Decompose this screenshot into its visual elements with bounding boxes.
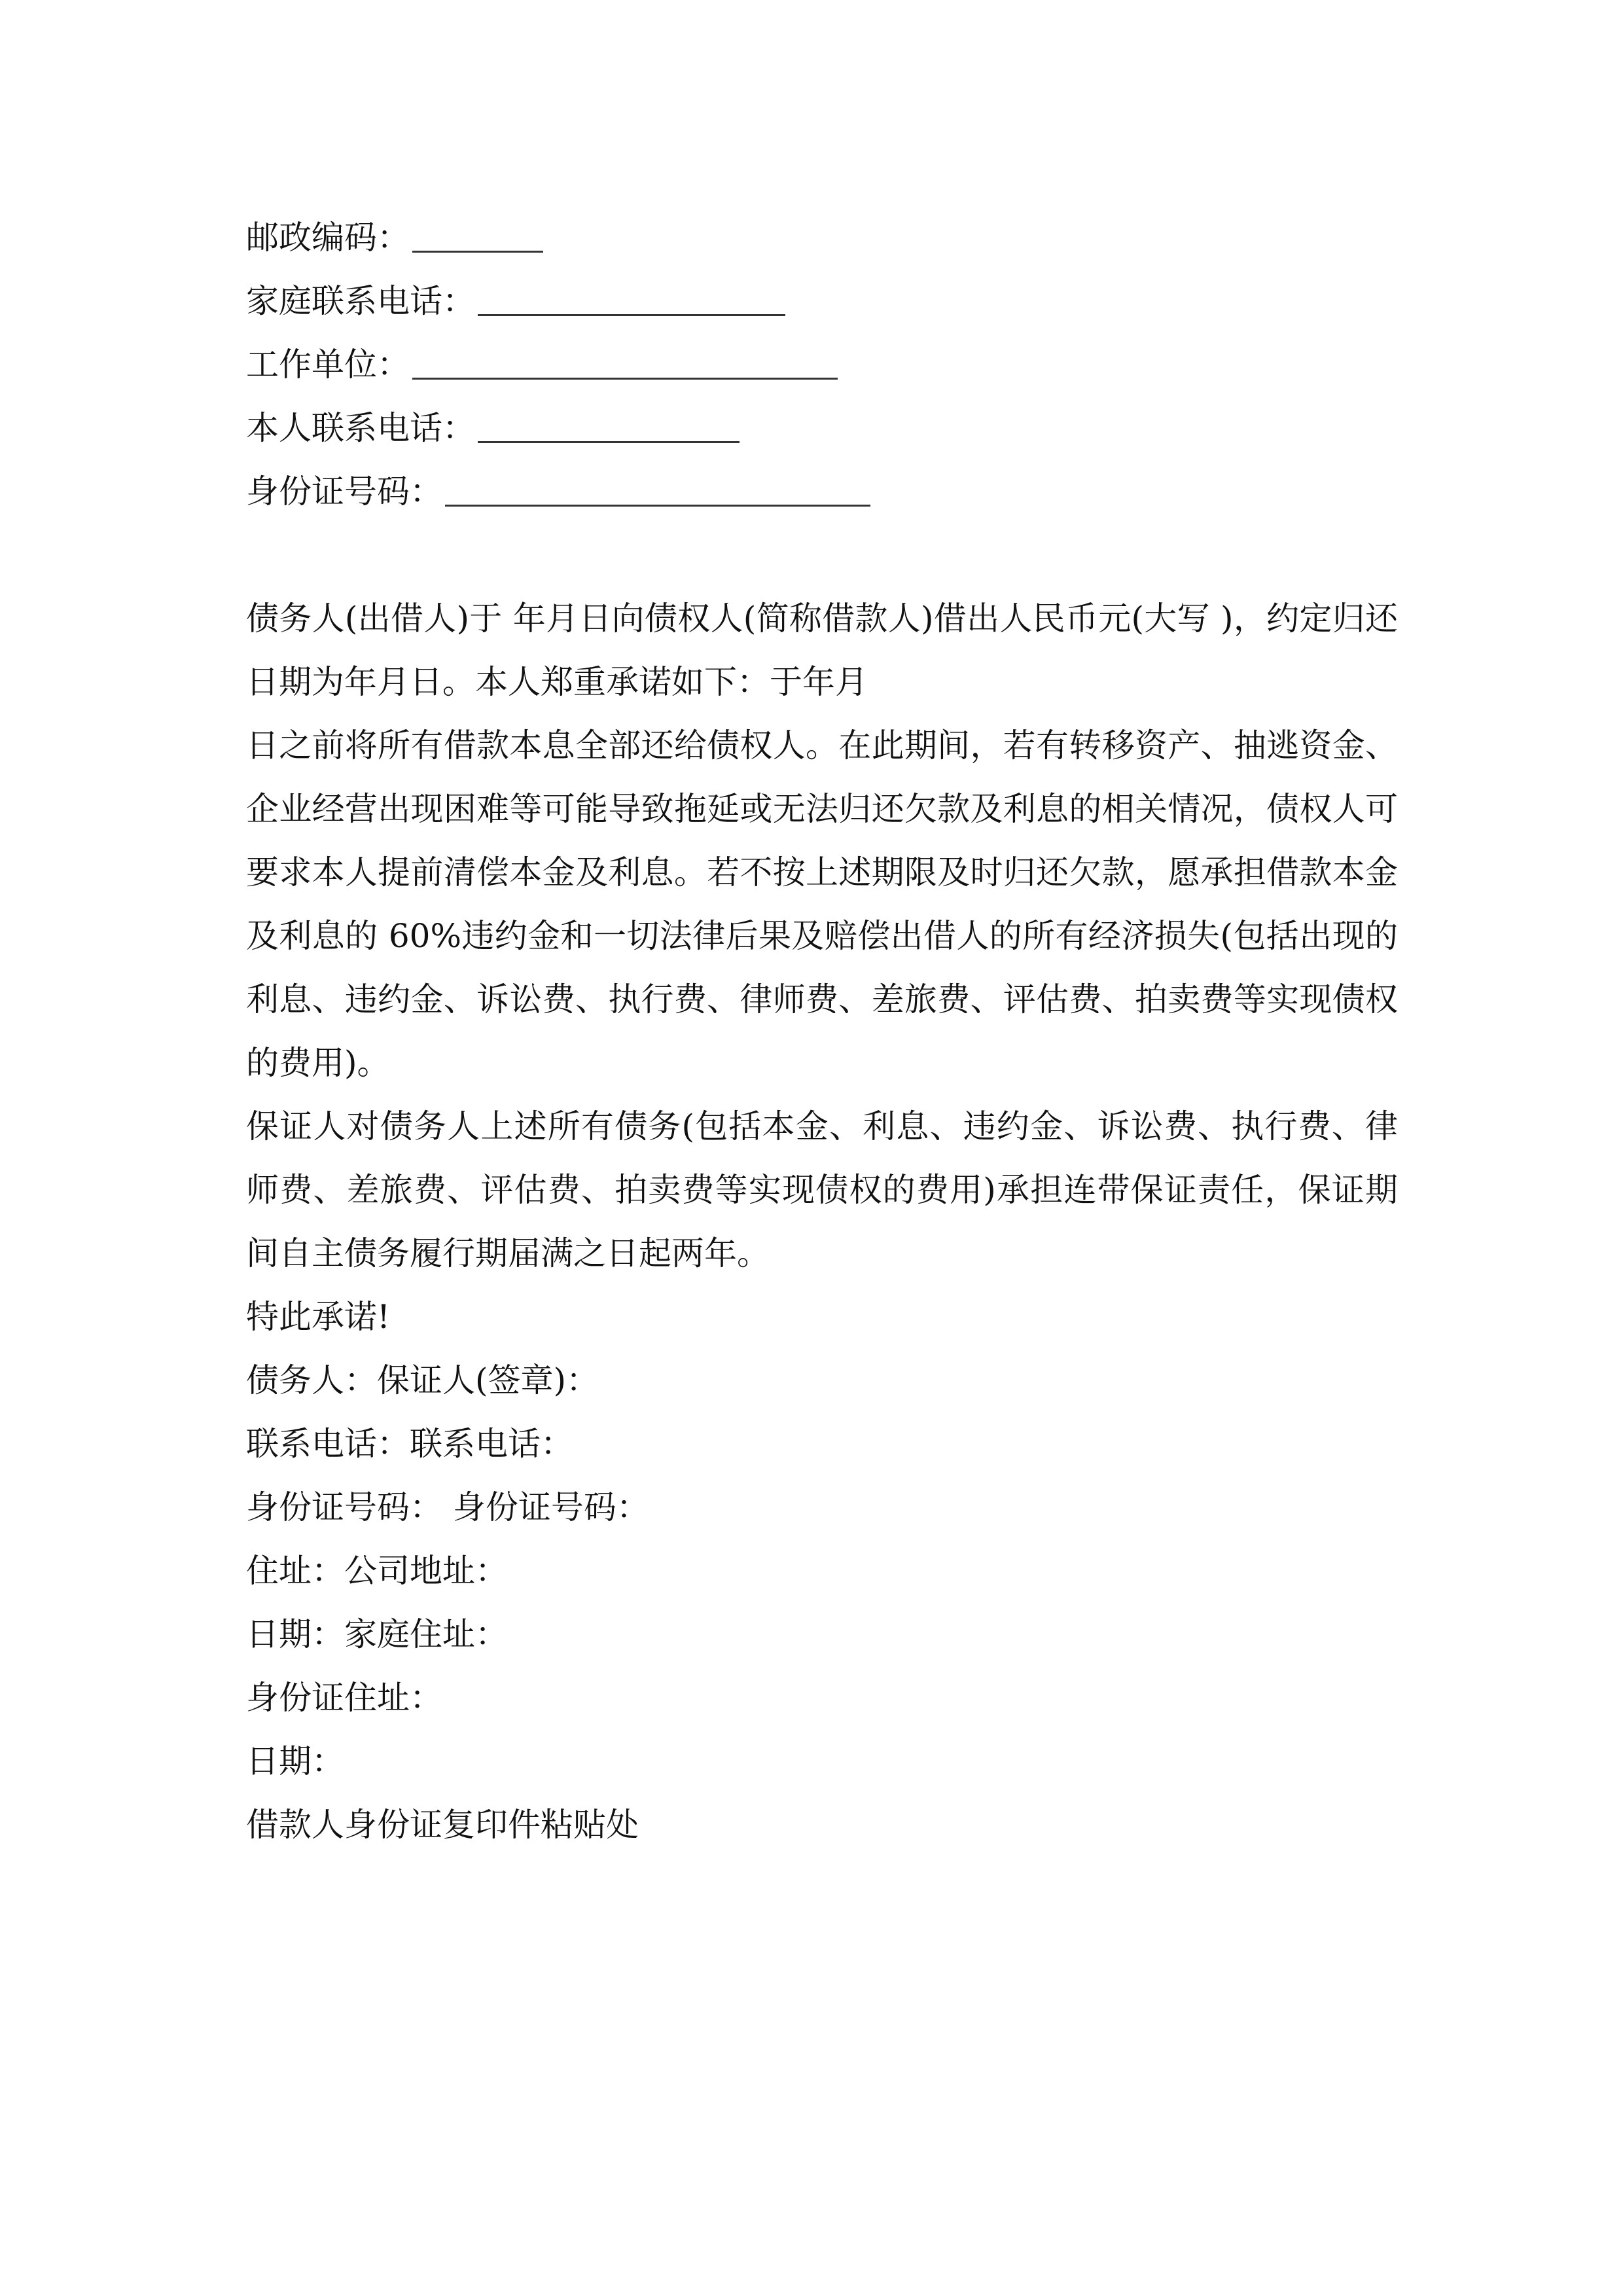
home-phone-label: 家庭联系电话： (246, 282, 475, 320)
work-unit-field (246, 333, 1398, 397)
section-gap (246, 524, 1398, 587)
id-number-blank (445, 477, 870, 507)
signature-line-date: 日期： (246, 1742, 344, 1780)
work-unit-label: 工作单位： (246, 346, 410, 384)
home-phone-field (246, 270, 1398, 333)
paragraph-closing: 特此承诺! (246, 1298, 391, 1336)
id-number-field (246, 460, 1398, 524)
paragraph-guarantee: 保证人对债务人上述所有债务(包括本金、利息、违约金、诉讼费、执行费、律师费、差旅费、评估费、拍卖费等实现债权的费用)承担连带保证责任，保证期间自主债务履行期届满之日起两年。 (246, 1107, 1398, 1272)
signature-line-parties: 债务人：保证人(签章)： (246, 1361, 599, 1399)
work-unit-blank (412, 350, 838, 380)
id-number-label: 身份证号码： (246, 473, 442, 511)
postal-code-blank (412, 223, 543, 253)
personal-phone-blank (478, 414, 740, 443)
postal-code-field (246, 206, 1398, 270)
signature-line-ids: 身份证号码： 身份证号码： (246, 1488, 649, 1526)
signature-line-phones: 联系电话：联系电话： (246, 1425, 573, 1463)
signature-line-address: 住址：公司地址： (246, 1552, 508, 1590)
paragraph-loan-terms: 债务人(出借人)于 年月日向债权人(简称借款人)借出人民币元(大写 )，约定归还日期为年月日。本人郑重承诺如下：于年月 (246, 600, 1398, 701)
id-copy-paste-area-label: 借款人身份证复印件粘贴处 (246, 1806, 639, 1844)
postal-code-label: 邮政编码： (246, 219, 410, 257)
signature-line-id-address: 身份证住址： (246, 1679, 442, 1717)
document-content (246, 206, 1398, 1857)
personal-phone-label: 本人联系电话： (246, 409, 475, 447)
commitment-body (246, 587, 1398, 1349)
personal-phone-field (246, 397, 1398, 460)
signature-block (246, 1349, 1398, 1857)
home-phone-blank (478, 287, 785, 316)
paragraph-repayment: 日之前将所有借款本息全部还给债权人。在此期间，若有转移资产、抽逃资金、企业经营出现困难等可能导致拖延或无法归还欠款及利息的相关情况，债权人可要求本人提前清偿本金及利息。若不按上述期限及时归还欠款，愿承担借款本金及利息的 60%违约金和一切法律后果及赔偿出借人的所有经济损失(包括出现的利息、违约金、诉讼费、执行费、律师费、差旅费、评估费、拍卖费等实现债权的费用)。 (246, 726, 1398, 1082)
signature-line-date-home: 日期：家庭住址： (246, 1615, 508, 1653)
